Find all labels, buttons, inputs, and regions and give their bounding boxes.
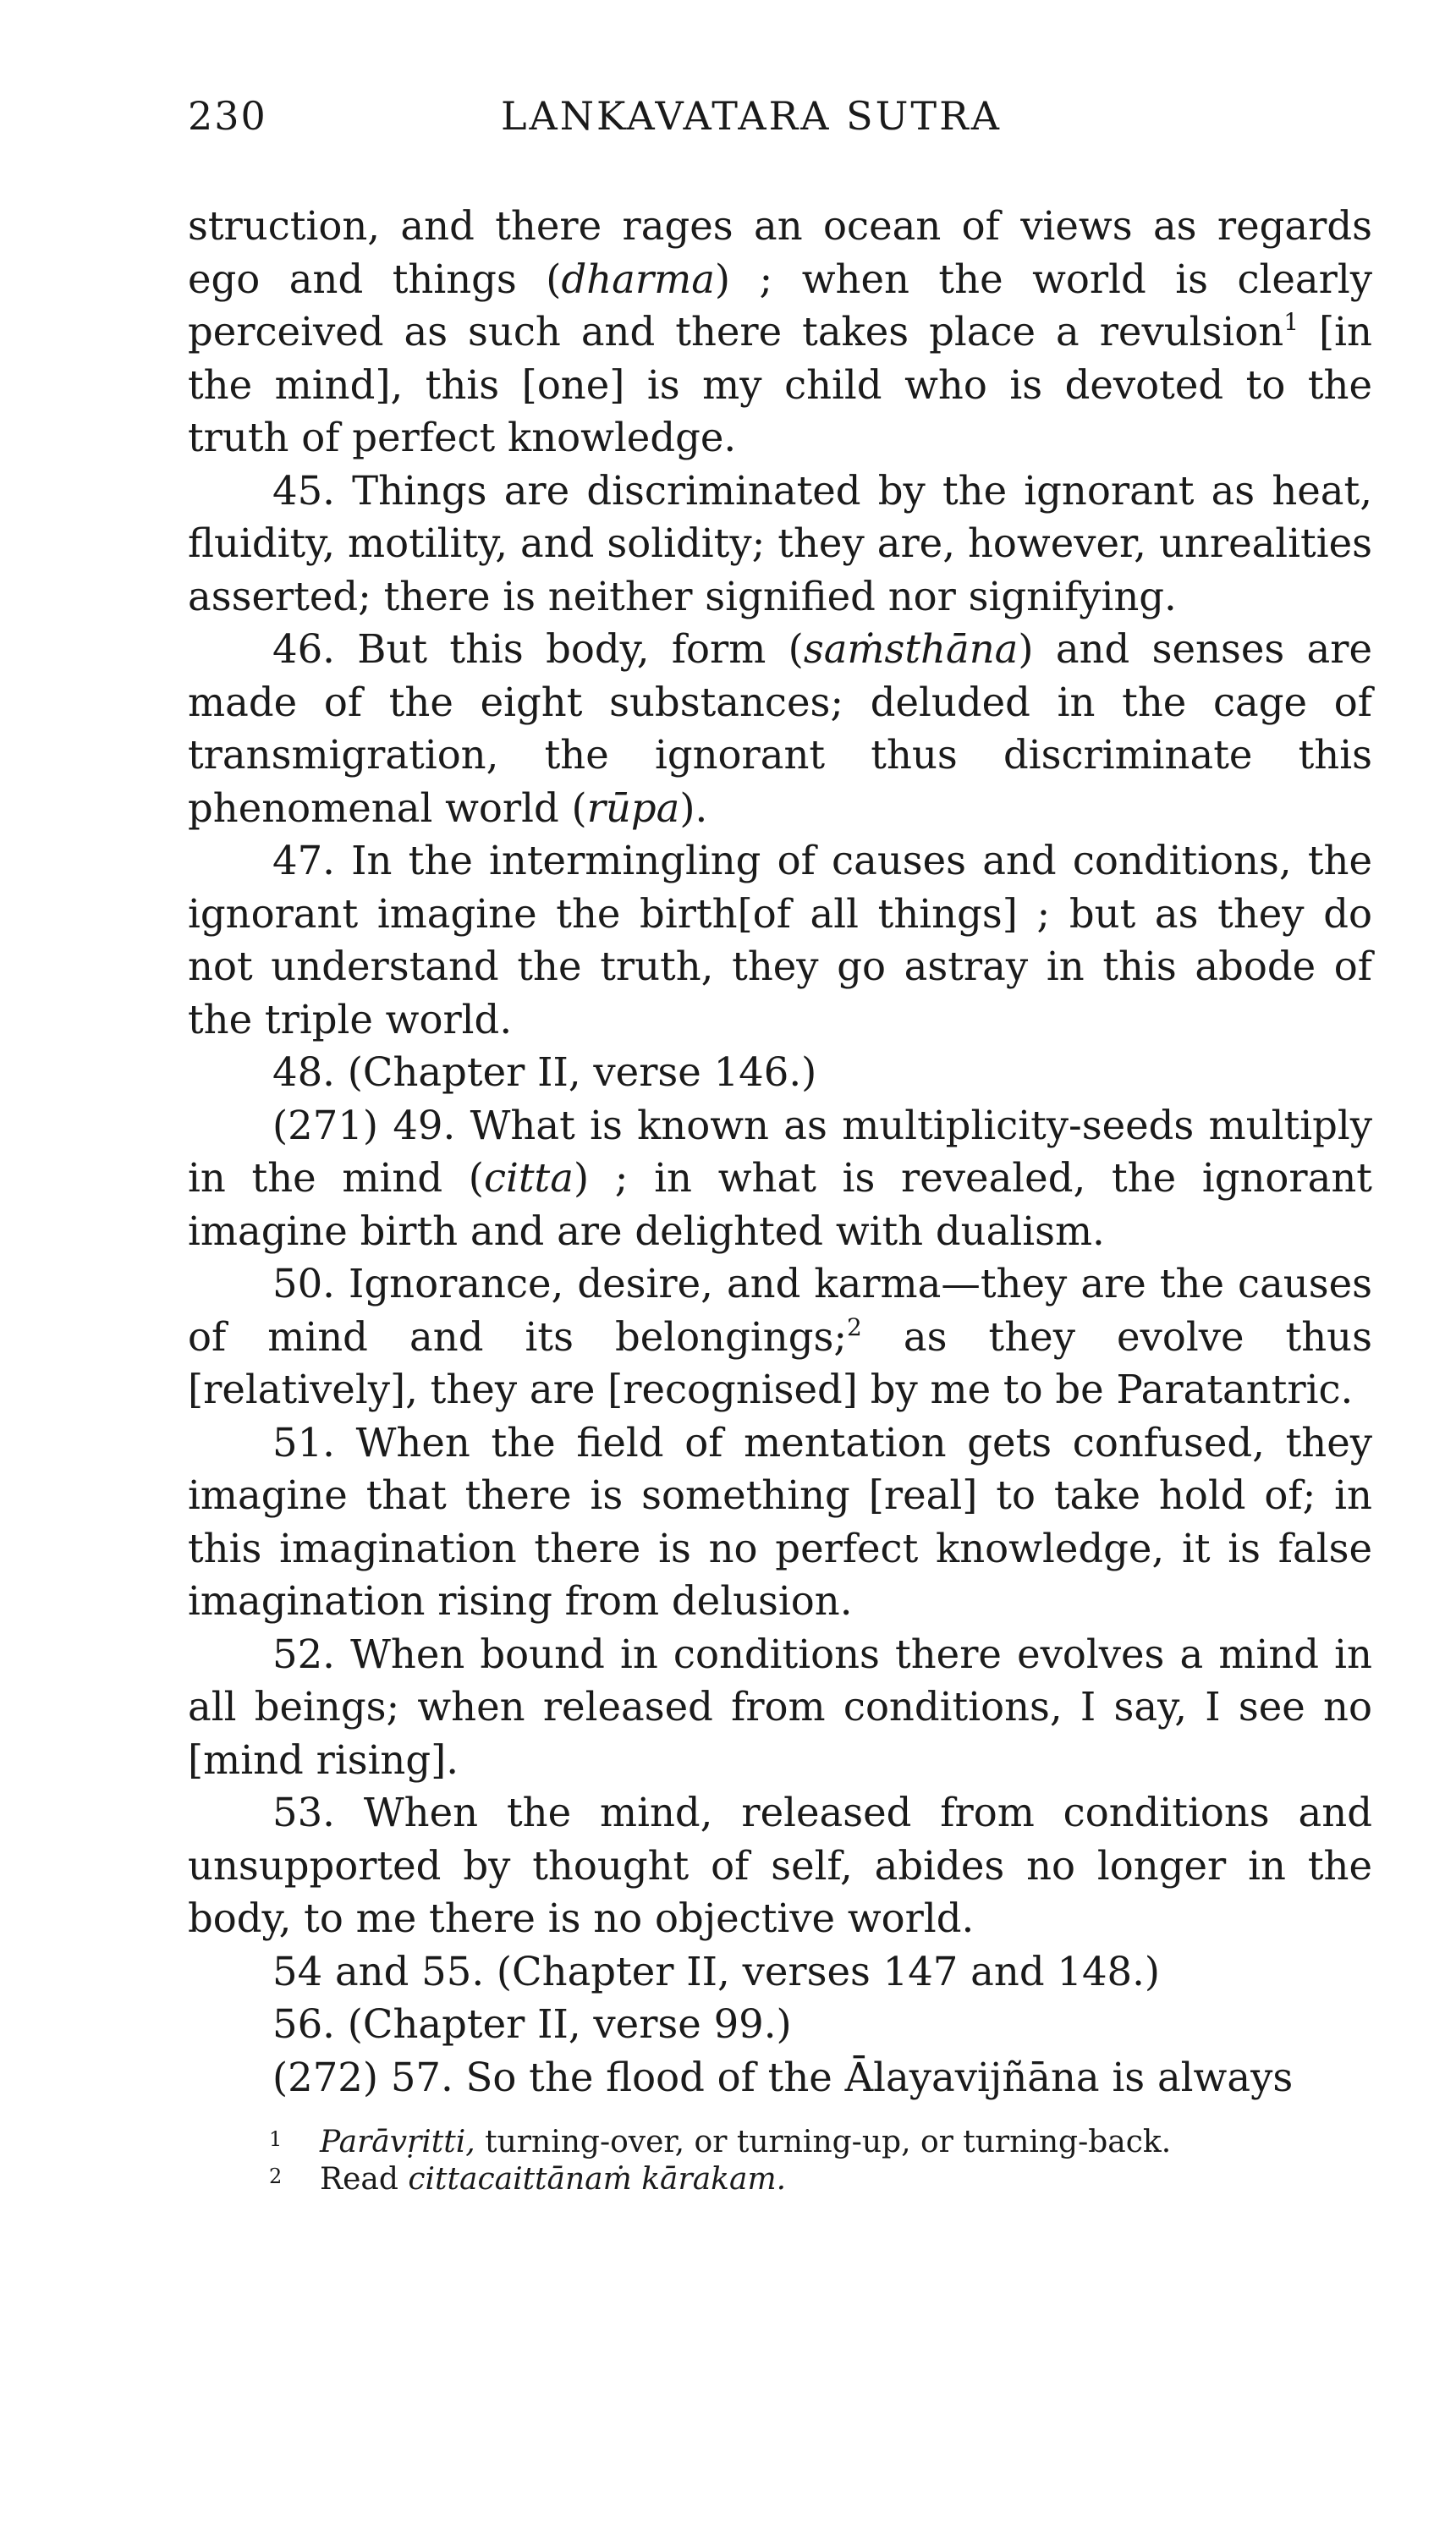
text-run: [in the mind], this [one] is my child who is devoted to the truth of perfect knowledge. xyxy=(188,309,1372,460)
verse-52: 52. When bound in conditions there evolves a mind in all beings; when released from conditions, I say, I see no [mind rising]. xyxy=(188,1631,1372,1783)
text-run: ) ; when the world is clearly perceived as such and there takes place a revulsion xyxy=(188,256,1372,355)
italic-term: saṁsthāna xyxy=(803,626,1019,672)
page-number: 230 xyxy=(188,93,267,139)
footnote-mark: 2 xyxy=(269,2165,283,2188)
verse-49 xyxy=(188,1099,1372,1258)
italic-term: cittacaittānaṁ kārakam. xyxy=(408,2162,787,2197)
footnote-1 xyxy=(188,2124,1372,2161)
text-run: struction, and there rages an ocean of views as regards ego and things ( xyxy=(188,203,1372,302)
footnotes xyxy=(188,2124,1372,2198)
footnote-ref-2: 2 xyxy=(847,1312,862,1341)
verse-47: 47. In the intermingling of causes and conditions, the ignorant imagine the birth[of all things] ; but as they do not understand the truth, they go astray in this abode of the triple world. xyxy=(188,838,1372,1042)
verse-53: 53. When the mind, released from conditions and unsupported by thought of self, abides no longer in the body, to me there is no objective world. xyxy=(188,1790,1372,1941)
text-run: ) and senses are made of the eight substances; deluded in the cage of transmigration, the ignorant thus discriminate this phenomenal world ( xyxy=(188,626,1373,831)
text-run: (271) 49. What is known as multiplicity-seeds multiply in the mind ( xyxy=(188,1102,1372,1201)
verse-51: 51. When the field of mentation gets confused, they imagine that there is something [real] to take hold of; in this imagination there is no perfect knowledge, it is false imagination rising from delusion. xyxy=(188,1419,1372,1624)
running-title: LANKAVATARA SUTRA xyxy=(501,93,1002,139)
verse-45: 45. Things are discriminated by the ignorant as heat, fluidity, motility, and solidity; they are, however, unrealities asserted; there is neither signified nor signifying. xyxy=(188,467,1372,619)
book-page xyxy=(188,93,1372,2198)
italic-term: dharma xyxy=(561,256,715,302)
text-run: ). xyxy=(679,784,708,831)
text-run: 50. Ignorance, desire, and karma—they are the causes of mind and its belongings; xyxy=(188,1261,1372,1360)
italic-term: rūpa xyxy=(586,784,680,831)
body-text xyxy=(188,200,1372,2104)
italic-term: Parāvṛitti, xyxy=(320,2125,475,2159)
text-run: as they evolve thus [relatively], they are [recognised] by me to be Paratantric. xyxy=(188,1313,1372,1412)
text-run: ) ; in what is revealed, the ignorant imagine birth and are delighted with dualism. xyxy=(188,1155,1372,1254)
verse-57: (272) 57. So the flood of the Ālayavijñāna is always xyxy=(272,2054,1294,2100)
italic-term: citta xyxy=(483,1155,574,1201)
verse-50 xyxy=(188,1257,1372,1417)
verse-56: 56. (Chapter II, verse 99.) xyxy=(272,2001,792,2047)
footnote-mark: 1 xyxy=(269,2127,283,2151)
verse-48: 48. (Chapter II, verse 146.) xyxy=(272,1049,817,1095)
running-header xyxy=(188,93,1372,152)
text-run: 46. But this body, form ( xyxy=(272,626,804,672)
verse-46 xyxy=(188,623,1372,834)
text-run: turning-over, or turning-up, or turning-back. xyxy=(475,2125,1172,2159)
paragraph-continuation xyxy=(188,200,1372,465)
text-run: Read xyxy=(320,2162,409,2197)
footnote-ref-1: 1 xyxy=(1283,308,1299,336)
verse-54-55: 54 and 55. (Chapter II, verses 147 and 148.) xyxy=(272,1948,1161,1994)
footnote-2 xyxy=(188,2161,1372,2198)
